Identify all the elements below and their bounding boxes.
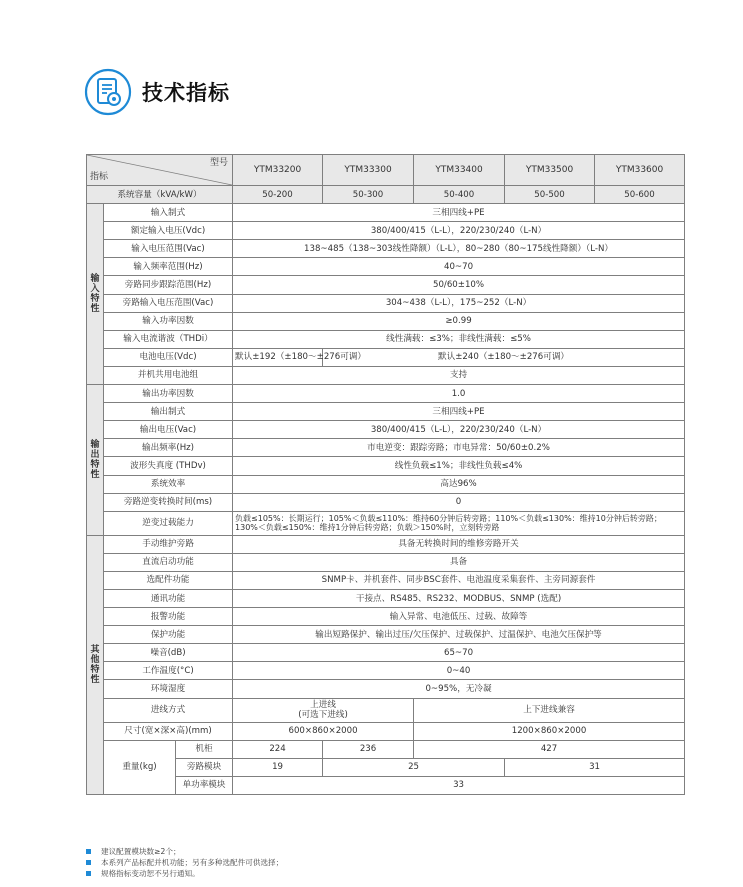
model-name: YTM33200	[233, 155, 323, 186]
row-label: 输入频率范围(Hz)	[104, 258, 233, 276]
weight-value: 236	[323, 740, 414, 758]
row-label: 并机共用电池组	[104, 366, 233, 384]
row-label: 选配件功能	[104, 571, 233, 589]
weight-value: 31	[505, 758, 685, 776]
capacity-row	[87, 186, 685, 204]
row-label: 尺寸(宽×深×高)(mm)	[104, 722, 233, 740]
row-value: ≥0.99	[233, 312, 685, 330]
corner-model-label: 型号	[210, 158, 229, 168]
row-label: 系统容量（kVA/kW）	[87, 186, 233, 204]
row-value: 1200×860×2000	[414, 722, 685, 740]
row-value: 138~485（138~303线性降额）（L-L），80~280（80~175线性降额）（L-N）	[233, 240, 685, 258]
table-row	[87, 511, 685, 535]
row-value: 65~70	[233, 644, 685, 662]
table-row	[87, 758, 685, 776]
table-row	[87, 421, 685, 439]
capacity-value: 50-200	[233, 186, 323, 204]
row-value: 负载≤105%：长期运行；105%＜负载≤110%：维持60分钟后转旁路；110%＜负载≤130%：维持10分钟后转旁路；130%＜负载≤150%：维持1分钟后转旁路；负载＞150%时，立刻转旁路	[233, 511, 685, 535]
table-row	[87, 222, 685, 240]
capacity-value: 50-300	[323, 186, 414, 204]
weight-value: 427	[414, 740, 685, 758]
table-row	[87, 589, 685, 607]
footnote-text: 本系列产品标配并机功能；另有多种选配件可供选择；	[101, 858, 284, 867]
row-value: 600×860×2000	[233, 722, 414, 740]
table-row	[87, 204, 685, 222]
row-label: 输入功率因数	[104, 312, 233, 330]
row-value: 市电逆变：跟踪旁路；市电异常：50/60±0.2%	[233, 439, 685, 457]
footnote-item	[86, 868, 283, 879]
row-label: 输入电流谐波（THDi）	[104, 330, 233, 348]
table-row	[87, 776, 685, 794]
table-row	[87, 535, 685, 553]
table-row	[87, 662, 685, 680]
table-row	[87, 348, 685, 366]
wiring-value-b: 上下进线兼容	[414, 698, 685, 722]
corner-index-label: 指标	[90, 172, 109, 182]
wiring-line-1: 上进线	[310, 700, 336, 711]
weight-value: 224	[233, 740, 323, 758]
model-name: YTM33600	[595, 155, 685, 186]
category-other: 其他特性	[87, 535, 104, 794]
model-name: YTM33300	[323, 155, 414, 186]
row-value: 380/400/415（L-L），220/230/240（L-N）	[233, 421, 685, 439]
row-label: 输出制式	[104, 403, 233, 421]
row-value: 40~70	[233, 258, 685, 276]
table-row	[87, 698, 685, 722]
table-row	[87, 680, 685, 698]
row-label: 保护功能	[104, 626, 233, 644]
row-label: 输入制式	[104, 204, 233, 222]
row-value: 0~40	[233, 662, 685, 680]
table-row	[87, 457, 685, 475]
table-row	[87, 608, 685, 626]
weight-value: 33	[233, 776, 685, 794]
footnote-text: 建议配置模块数≥2个；	[101, 847, 181, 856]
weight-sub-label: 机柜	[176, 740, 233, 758]
category-output: 输出特性	[87, 385, 104, 536]
footnotes	[86, 846, 283, 879]
row-label: 噪音(dB)	[104, 644, 233, 662]
page-title: 技术指标	[142, 81, 230, 105]
weight-value: 19	[233, 758, 323, 776]
table-row	[87, 626, 685, 644]
table-row	[87, 330, 685, 348]
row-label: 环境湿度	[104, 680, 233, 698]
row-label: 报警功能	[104, 608, 233, 626]
table-row	[87, 644, 685, 662]
category-input: 输入特性	[87, 204, 104, 385]
capacity-value: 50-600	[595, 186, 685, 204]
model-name: YTM33500	[505, 155, 595, 186]
row-label: 输出频率(Hz)	[104, 439, 233, 457]
row-label: 旁路逆变转换时间(ms)	[104, 493, 233, 511]
row-value: 默认±240（±180～±276可调）	[323, 348, 685, 366]
footnote-item	[86, 846, 283, 857]
row-value: SNMP卡、并机套件、同步BSC套件、电池温度采集套件、主旁同源套件	[233, 571, 685, 589]
row-value: 支持	[233, 366, 685, 384]
table-row	[87, 493, 685, 511]
row-label: 额定输入电压(Vdc)	[104, 222, 233, 240]
spec-settings-icon	[84, 68, 132, 116]
footnote-item	[86, 857, 283, 868]
row-value: 304~438（L-L），175~252（L-N）	[233, 294, 685, 312]
table-row	[87, 385, 685, 403]
weight-label: 重量(kg)	[104, 740, 176, 794]
row-value: 默认±192（±180～±276可调）	[233, 348, 323, 366]
row-value: 线性负载≤1%；非线性负载≤4%	[233, 457, 685, 475]
row-value: 具备无转换时间的维修旁路开关	[233, 535, 685, 553]
table-row	[87, 240, 685, 258]
table-row	[87, 276, 685, 294]
row-label: 输出功率因数	[104, 385, 233, 403]
table-row	[87, 312, 685, 330]
row-label: 波形失真度 (THDv)	[104, 457, 233, 475]
model-name: YTM33400	[414, 155, 505, 186]
capacity-value: 50-400	[414, 186, 505, 204]
row-value: 0	[233, 493, 685, 511]
model-header-row	[87, 155, 685, 186]
table-row	[87, 553, 685, 571]
row-label: 进线方式	[104, 698, 233, 722]
row-label: 逆变过载能力	[104, 511, 233, 535]
wiring-value-a	[233, 698, 414, 722]
table-row	[87, 439, 685, 457]
weight-sub-label: 旁路模块	[176, 758, 233, 776]
row-value: 380/400/415（L-L），220/230/240（L-N）	[233, 222, 685, 240]
row-label: 电池电压(Vdc)	[104, 348, 233, 366]
row-value: 0~95%，无冷凝	[233, 680, 685, 698]
spec-table	[86, 154, 685, 795]
row-value: 输入异常、电池低压、过载、故障等	[233, 608, 685, 626]
row-value: 高达96%	[233, 475, 685, 493]
table-row	[87, 366, 685, 384]
row-value: 三相四线+PE	[233, 403, 685, 421]
table-row	[87, 294, 685, 312]
row-value: 三相四线+PE	[233, 204, 685, 222]
row-label: 工作温度(°C)	[104, 662, 233, 680]
row-label: 旁路同步跟踪范围(Hz)	[104, 276, 233, 294]
table-row	[87, 571, 685, 589]
row-label: 通讯功能	[104, 589, 233, 607]
bullet-square-icon	[86, 849, 91, 854]
footnote-text: 规格指标变动恕不另行通知。	[101, 869, 200, 878]
bullet-square-icon	[86, 871, 91, 876]
row-label: 旁路输入电压范围(Vac)	[104, 294, 233, 312]
wiring-line-2: (可选下进线)	[298, 710, 348, 721]
row-value: 干接点、RS485、RS232、MODBUS、SNMP (选配)	[233, 589, 685, 607]
row-value: 输出短路保护、输出过压/欠压保护、过载保护、过温保护、电池欠压保护等	[233, 626, 685, 644]
table-row	[87, 403, 685, 421]
row-label: 系统效率	[104, 475, 233, 493]
corner-cell	[87, 155, 233, 186]
row-label: 输出电压(Vac)	[104, 421, 233, 439]
capacity-value: 50-500	[505, 186, 595, 204]
table-row	[87, 475, 685, 493]
section-header	[84, 66, 230, 118]
row-label: 手动维护旁路	[104, 535, 233, 553]
row-value: 线性满载：≤3%；非线性满载：≤5%	[233, 330, 685, 348]
weight-value: 25	[323, 758, 505, 776]
row-value: 1.0	[233, 385, 685, 403]
table-row	[87, 258, 685, 276]
row-label: 输入电压范围(Vac)	[104, 240, 233, 258]
weight-sub-label: 单功率模块	[176, 776, 233, 794]
bullet-square-icon	[86, 860, 91, 865]
table-row	[87, 722, 685, 740]
table-row	[87, 740, 685, 758]
row-value: 50/60±10%	[233, 276, 685, 294]
row-label: 直流启动功能	[104, 553, 233, 571]
row-value: 具备	[233, 553, 685, 571]
